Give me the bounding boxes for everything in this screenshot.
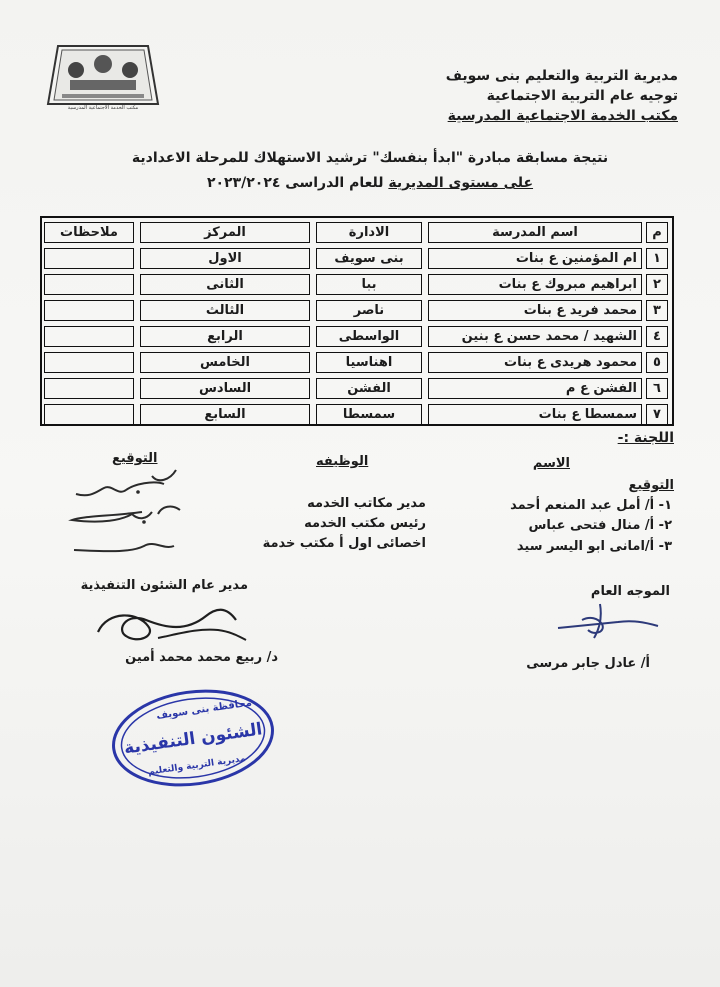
row-rank: الرابع	[140, 326, 310, 347]
member-job: مدير مكاتب الخدمه	[307, 496, 426, 511]
table-row	[42, 376, 672, 402]
row-school: سمسطا ع بنات	[428, 404, 642, 425]
member-job: اخصائى اول أ مكتب خدمة	[262, 536, 426, 551]
title-level: على مستوى المديرية	[388, 175, 534, 191]
row-school: الفشن ع م	[428, 378, 642, 399]
table-row	[42, 246, 672, 272]
document-title	[90, 146, 650, 196]
row-notes	[44, 352, 134, 373]
header	[318, 66, 678, 126]
title-line-1: نتيجة مسابقة مبادرة "ابدأ بنفسك" ترشيد الاستهلاك للمرحلة الاعدادية	[131, 150, 609, 166]
member-name: ٣- أ/امانى ابو اليسر سيد	[516, 539, 672, 554]
row-admin: ناصر	[316, 300, 422, 321]
results-table	[40, 216, 674, 426]
row-rank: الخامس	[140, 352, 310, 373]
row-school: الشهيد / محمد حسن ع بنين	[428, 326, 642, 347]
row-rank: الثالث	[140, 300, 310, 321]
title-year: للعام الدراسى ٢٠٢٣/٢٠٢٤	[206, 175, 389, 191]
header-num: م	[646, 222, 668, 243]
header-line-2: توجيه عام التربية الاجتماعية	[486, 88, 678, 104]
table-row	[42, 272, 672, 298]
title-line-2	[90, 171, 650, 196]
table-row	[42, 350, 672, 376]
supervisor-title: الموجه العام	[590, 584, 670, 599]
header-line-1: مديرية التربية والتعليم بنى سويف	[445, 68, 678, 84]
table-header-row	[42, 220, 672, 246]
supervisor-signature-icon	[552, 598, 664, 646]
row-admin: الفشن	[316, 378, 422, 399]
row-notes	[44, 378, 134, 399]
row-notes	[44, 274, 134, 295]
column-sign-heading: التوقيع	[112, 451, 158, 466]
row-num: ٤	[646, 326, 668, 347]
header-rank: المركز	[140, 222, 310, 243]
member-job: رئيس مكتب الخدمه	[304, 516, 426, 531]
row-rank: السابع	[140, 404, 310, 425]
member-name: ١- أ/ أمل عبد المنعم أحمد	[510, 498, 672, 513]
row-num: ١	[646, 248, 668, 269]
row-num: ٣	[646, 300, 668, 321]
director-signature-icon	[88, 598, 254, 650]
committee-signatures-icon	[44, 462, 194, 558]
row-notes	[44, 248, 134, 269]
official-stamp	[108, 686, 278, 790]
row-admin: ببا	[316, 274, 422, 295]
column-job-heading: الوظيفه	[316, 454, 369, 469]
row-num: ٥	[646, 352, 668, 373]
row-admin: الواسطى	[316, 326, 422, 347]
sign-label: التوقيع	[628, 478, 674, 493]
header-school: اسم المدرسة	[428, 222, 642, 243]
row-num: ٧	[646, 404, 668, 425]
row-admin: اهناسيا	[316, 352, 422, 373]
row-notes	[44, 326, 134, 347]
header-line-3: مكتب الخدمة الاجتماعية المدرسية	[447, 108, 678, 124]
row-school: محمد فريد ع بنات	[428, 300, 642, 321]
stamp-line-3: مديرية التربية والتعليم	[147, 753, 247, 778]
logo-caption: مكتب الخدمة الاجتماعية المدرسية	[67, 105, 139, 111]
row-num: ٦	[646, 378, 668, 399]
row-notes	[44, 300, 134, 321]
committee-label: اللجنة :-	[617, 430, 674, 446]
row-rank: الثانى	[140, 274, 310, 295]
table-row	[42, 402, 672, 428]
row-admin: سمسطا	[316, 404, 422, 425]
column-name-heading: الاسم	[532, 456, 570, 471]
table-row	[42, 324, 672, 350]
row-rank: السادس	[140, 378, 310, 399]
table-row	[42, 298, 672, 324]
stamp-line-1: محافظة بنى سويف	[155, 697, 253, 722]
supervisor-name: أ/ عادل جابر مرسى	[526, 656, 650, 671]
director-name: د/ ربيع محمد محمد أمين	[125, 650, 278, 665]
director-title: مدير عام الشئون التنفيذية	[80, 578, 248, 593]
row-admin: بنى سويف	[316, 248, 422, 269]
row-school: ابراهيم مبروك ع بنات	[428, 274, 642, 295]
row-school: ام المؤمنين ع بنات	[428, 248, 642, 269]
header-admin: الادارة	[316, 222, 422, 243]
header-notes: ملاحظات	[44, 222, 134, 243]
member-name: ٢- أ/ منال فتحى عباس	[528, 518, 672, 533]
row-rank: الاول	[140, 248, 310, 269]
row-notes	[44, 404, 134, 425]
row-school: محمود هريدى ع بنات	[428, 352, 642, 373]
directorate-logo	[42, 36, 164, 112]
row-num: ٢	[646, 274, 668, 295]
stamp-line-2: الشئون التنفيذية	[122, 719, 264, 759]
